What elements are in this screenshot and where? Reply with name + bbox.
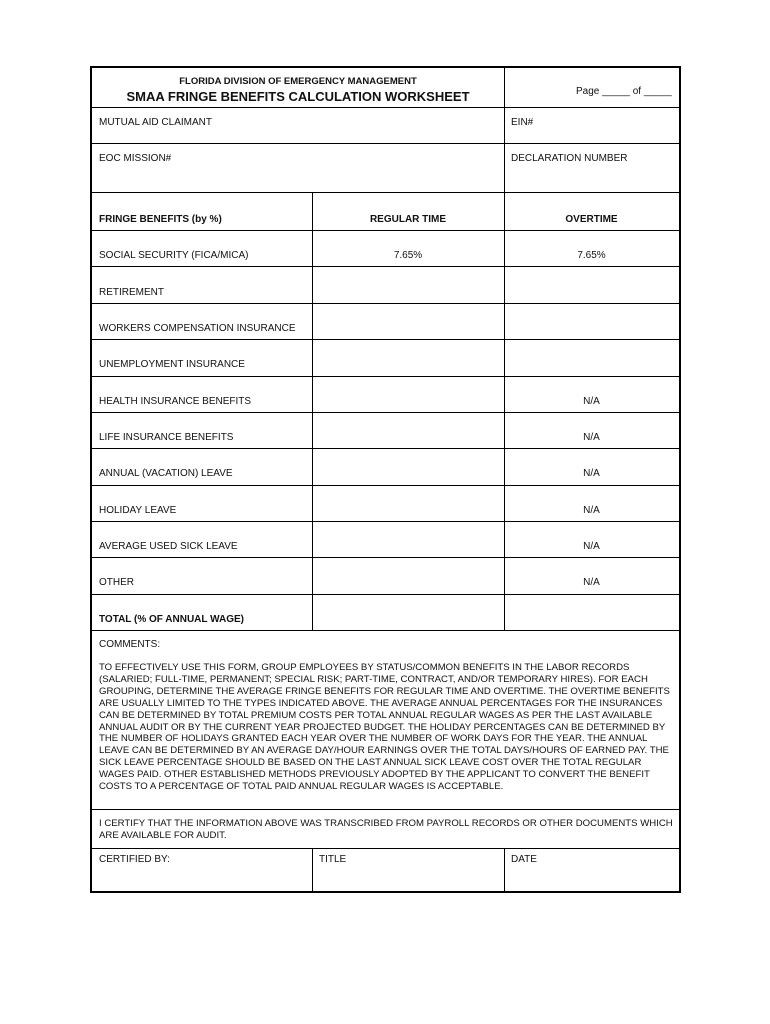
- overtime-annual-leave: N/A: [583, 468, 600, 479]
- regular-social-security[interactable]: 7.65%: [393, 250, 423, 261]
- overtime-sick-leave: N/A: [583, 541, 600, 552]
- row-label-holiday-leave: HOLIDAY LEAVE: [99, 505, 177, 516]
- ein-label: EIN#: [511, 117, 534, 128]
- row-label-social-security: SOCIAL SECURITY (FICA/MICA): [99, 250, 249, 261]
- overtime-health-insurance: N/A: [583, 396, 600, 407]
- row-label-total: TOTAL (% OF ANNUAL WAGE): [99, 614, 244, 625]
- row-label-health-insurance: HEALTH INSURANCE BENEFITS: [99, 396, 252, 407]
- claimant-label: MUTUAL AID CLAIMANT: [99, 117, 212, 128]
- row-label-unemployment: UNEMPLOYMENT INSURANCE: [99, 359, 245, 370]
- comments-text: TO EFFECTIVELY USE THIS FORM, GROUP EMPLOYEES BY STATUS/COMMON BENEFITS IN THE LABOR RECORDS (SALARIED; FULL-TIME, PERMANENT; SPECIAL RISK; PART-TIME, CONTRACT, AND/OR TEMPORARY HIRES). FOR EACH GROUPING, DETERMINE THE AVERAGE FRINGE BENEFITS FOR REGULAR TIME AND OVERTIME. THE OVERTIME BENEFITS ARE USUALLY LIMITED TO THE TYPES INDICATED ABOVE. THE AVERAGE ANNUAL PERCENTAGES FOR THE INSURANCES CAN BE DETERMINED BY TOTAL PREMIUM COSTS PER TOTAL ANNUAL REGULAR WAGES AS PER THE LAST AVAILABLE ANNUAL AUDIT OR BY THE CURRENT YEAR PROJECTED BUDGET. THE HOLIDAY PERCENTAGES CAN BE DETERMINED BY THE NUMBER OF HOLIDAYS GRANTED EACH YEAR OVER THE NUMBER OF WORK DAYS FOR THE YEAR. THE ANNUAL LEAVE CAN BE DETERMINED BY AN AVERAGE DAY/HOUR EARNINGS OVER THE TOTAL DAYS/HOURS OF EARNED PAY. THE SICK LEAVE PERCENTAGE SHOULD BE BASED ON THE LAST ANNUAL SICK LEAVE COST OVER THE TOTAL REGULAR WAGES PAID. OTHER ESTABLISHED METHODS PREVIOUSLY ADOPTED BY THE APPLICANT TO CONVERT THE BENEFIT COSTS TO A PERCENTAGE OF TOTAL PAID ANNUAL REGULAR WAGES IS ACCEPTABLE.: [99, 662, 670, 793]
- overtime-social-security[interactable]: 7.65%: [577, 250, 606, 261]
- title-field[interactable]: TITLE: [319, 854, 347, 865]
- worksheet-form: [90, 66, 681, 893]
- certification-statement: I CERTIFY THAT THE INFORMATION ABOVE WAS TRANSCRIBED FROM PAYROLL RECORDS OR OTHER DOCUMENTS WHICH ARE AVAILABLE FOR AUDIT.: [99, 818, 673, 841]
- eoc-mission-label: EOC MISSION#: [99, 153, 172, 164]
- fringe-benefits-header: FRINGE BENEFITS (by %): [99, 214, 222, 225]
- row-label-retirement: RETIREMENT: [99, 287, 164, 298]
- row-label-other: OTHER: [99, 577, 134, 588]
- overtime-holiday-leave: N/A: [583, 505, 600, 516]
- agency-name: FLORIDA DIVISION OF EMERGENCY MANAGEMENT: [179, 76, 417, 87]
- overtime-other: N/A: [583, 577, 600, 588]
- row-label-life-insurance: LIFE INSURANCE BENEFITS: [99, 432, 234, 443]
- declaration-number-label: DECLARATION NUMBER: [511, 153, 628, 164]
- regular-time-header: REGULAR TIME: [369, 214, 447, 225]
- date-field[interactable]: DATE: [511, 854, 537, 865]
- row-label-annual-leave: ANNUAL (VACATION) LEAVE: [99, 468, 233, 479]
- overtime-life-insurance: N/A: [583, 432, 600, 443]
- comments-label: COMMENTS:: [99, 639, 161, 650]
- row-label-workers-comp: WORKERS COMPENSATION INSURANCE: [99, 323, 296, 334]
- row-label-sick-leave: AVERAGE USED SICK LEAVE: [99, 541, 238, 552]
- overtime-header: OVERTIME: [565, 214, 618, 225]
- page-number-field[interactable]: Page _____ of _____: [576, 86, 672, 97]
- form-title: SMAA FRINGE BENEFITS CALCULATION WORKSHEET: [126, 89, 470, 104]
- certified-by-field[interactable]: CERTIFIED BY:: [99, 854, 170, 865]
